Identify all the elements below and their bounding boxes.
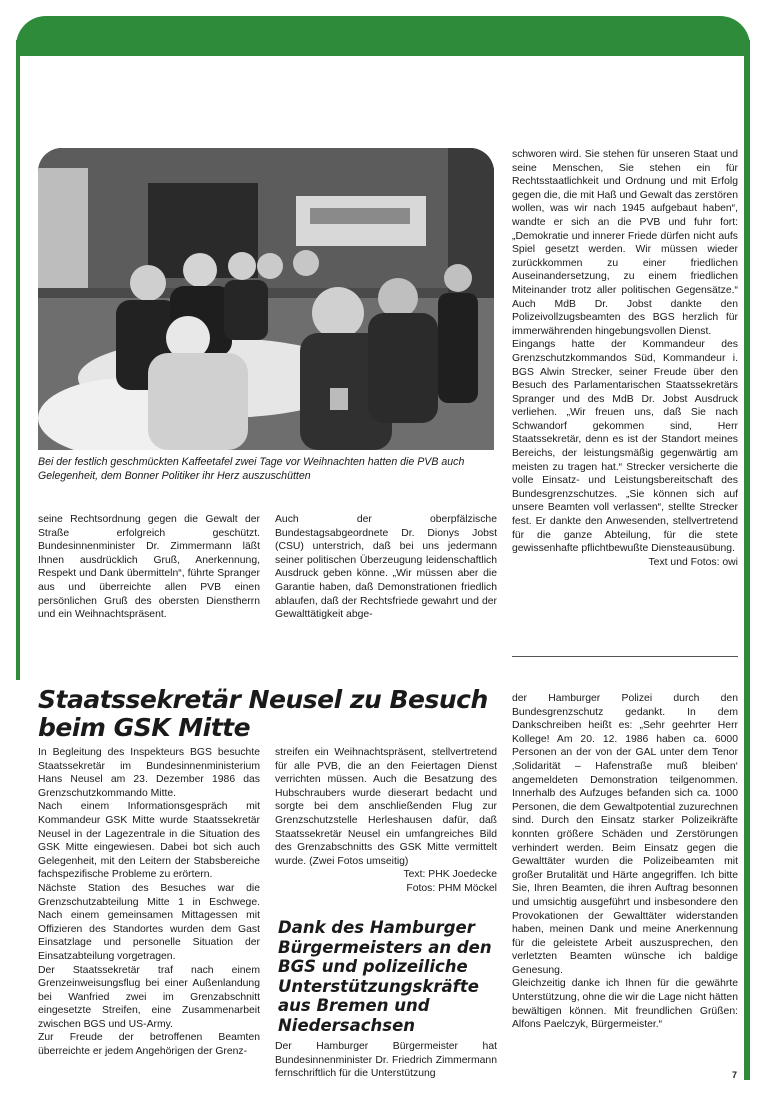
photo-coffee-table <box>38 148 494 450</box>
article3-column-3 <box>512 692 738 1032</box>
green-header-bar <box>16 16 750 56</box>
article-divider <box>512 656 738 657</box>
photo-scene <box>38 148 494 450</box>
article1-column-2 <box>275 513 497 622</box>
article2-col1-paragraph-1: In Begleitung des Inspekteurs BGS besuchte Staatssekretär im Bundesinnenministerium Hans Neusel am 23. Dezember 1986 das Grenzschutzkommando Mitte. <box>38 747 260 799</box>
photo-caption: Bei der festlich geschmückten Kaffeetafel zwei Tage vor Weihnachten hatten die PVB auch Gelegenheit, dem Bonner Politiker ihr Herz auszuschütten <box>38 456 465 482</box>
article3-col2-text: Der Hamburger Bürgermeister hat Bundesinnenminister Dr. Friedrich Zimmermann fernschriftlich für die Unterstützung <box>275 1041 497 1080</box>
article1-col3-paragraph-1: schworen wird. Sie stehen für unseren Staat und seine Menschen, Sie stehen ein für Rechtsstaatlichkeit und Ordnung und mit Erfolg gegen die, die mit Haß und Gewalt das zerstören wollen, was wir nach 1945 aufgebaut haben“, wandte er sich an die PVB und fuhr fort: „Demokratie und innerer Friede dürfen nicht aufs Spiel gesetzt werden. Wir müssen wieder zurückkommen zu einer friedlichen Auseinandersetzung, zu einem friedlichen Miteinander trotz aller politischen Gegensätze.“ Auch MdB Dr. Jobst dankte den Polizeivollzugsbeamten des BGS herzlich für immerwährenden hingebungsvollen Dienst. <box>512 149 738 337</box>
article1-column-1 <box>38 513 260 622</box>
article3-column-2 <box>275 1040 497 1081</box>
article2-col2-text: streifen ein Weihnachtspräsent, stellvertretend für alle PVB, die an den Feiertagen Dienst verrichten müssen. Auch die Besatzung des Hubschraubers wurde dieserart bedacht und sorgte bei dem anschließenden Flug zur Grenzschutzstelle Herleshausen dafür, daß Staatssekretär Neusel ein umfangreiches Bild des Grenzabschnitts des GSK Mitte vermittelt wurde. (Zwei Fotos umseitig) <box>275 747 497 867</box>
article3-col3-paragraph-1: der Hamburger Polizei durch den Bundesgrenzschutz gedankt. In dem Dankschreiben heißt es: „Sehr geehrter Herr Kollege! Am 20. 12. 1986 haben ca. 6000 Personen an der von der GAL unter dem Tenor ‚Solidarität – Hafenstraße muß bleiben‘ angemeldeten Demonstration teilgenommen. Innerhalb des Aufzuges befanden sich ca. 1000 Personen, die dem Gewaltpotential zuzurechnen sind. Durch den Einsatz starker Polizeikräfte konnten größere Schäden und Zerstörungen verhindert werden. Beim Einsatz gegen die Gewalttäter wurden die Polizeibeamten mit großer Brutalität und Härte angegriffen. Ich bitte Sie, Ihren Beamten, die ihren Auftrag besonnen und umsichtig ausgeführt und insbesondere den Provokationen der Gewalttäter widerstanden haben, meinen Dank und meine Anerkennung für die geleistete Arbeit auszusprechen, den verletzten Beamten wünsche ich baldige Genesung. <box>512 693 738 976</box>
article3-headline: Dank des Hamburger Bürgermeisters an den BGS und polizeiliche Unterstützungskräfte aus Bremen und Niedersachsen <box>278 918 492 1035</box>
article2-column-1 <box>38 746 260 1059</box>
article2-col1-paragraph-5: Zur Freude der betroffenen Beamten überreichte er jedem Angehörigen der Grenz- <box>38 1032 260 1058</box>
article1-credit: Text und Fotos: owi <box>648 556 738 568</box>
article2-column-2 <box>275 746 497 896</box>
article2-col1-paragraph-2: Nach einem Informationsgespräch mit Kommandeur GSK Mitte wurde Staatssekretär Neusel in der Lagezentrale in die Situation des GSK Mitte eingewiesen. Dabei bot sich auch Gelegenheit, mit den Leitern der Stabsbereiche fachspezifische Probleme zu erörtern. <box>38 801 260 881</box>
article2-headline-line-2: beim GSK Mitte <box>38 713 251 742</box>
article2-headline <box>38 686 508 742</box>
page-number: 7 <box>732 1070 738 1080</box>
article2-credit-text: Text: PHK Joedecke <box>403 869 497 881</box>
green-right-rail <box>744 40 750 1080</box>
article2-headline-line-1: Staatssekretär Neusel zu Besuch <box>38 685 488 714</box>
article2-credit-photos: Fotos: PHM Möckel <box>406 882 497 894</box>
article1-col3-paragraph-2: Eingangs hatte der Kommandeur des Grenzschutzkommandos Süd, Kommandeur i. BGS Alwin Strecker, seiner Freude über den Besuch des Parlamentarischen Staatssekretärs Spranger und des MdB Dr. Jobst Ausdruck verliehen. „Wir freuen uns, daß Sie nach Schwandorf gekommen sind, Herr Staatssekretär, denn es ist der Standort meines Bereichs, der leistungsmäßig gegenwärtig am meisten zu tragen hat.“ Strecker versicherte die volle Einsatz- und Leistungsbereitschaft des Bundesgrenzschutzes. „Sie können sich auf unsere Beamten voll verlassen“, stellte Strecker fest. Er dankte den Anwesenden, stellvertretend für die ganze Abteilung, für die stete gewissenhafte pflichtbewußte Diensteausübung. <box>512 339 738 555</box>
article1-col1-text: seine Rechtsordnung gegen die Gewalt der Straße erfolgreich geschützt. Bundesinnenminister Dr. Zimmermann läßt Ihnen ausdrücklich Gruß, Anerkennung, Respekt und Dank übermitteln“, führte Spranger aus und überreichte allen PVB einen persönlichen Gruß des obersten Dienstherrn und ein Weihnachtspräsent. <box>38 514 260 621</box>
article2-col1-paragraph-3: Nächste Station des Besuches war die Grenzschutzabteilung Mitte 1 in Eschwege. Nach einem gemeinsamen Mittagessen mit Offizieren des Standortes wurden dem Gast Einsatzlage und personelle Situation der Einsatzabteilung vorgetragen. <box>38 882 260 962</box>
article1-col2-text: Auch der oberpfälzische Bundestagsabgeordnete Dr. Dionys Jobst (CSU) unterstrich, daß bei uns jedermann seiner politischen Überzeugung leidenschaftlich Ausdruck geben könne. „Wir müssen aber die Garantie haben, daß Demonstrationen friedlich ablaufen, daß der Rechtsfriede gewahrt und der Gewalttätigkeit abge- <box>275 514 497 621</box>
article2-col1-paragraph-4: Der Staatssekretär traf nach einem Grenzeinweisungsflug bei einer Außenlandung bei Wanfried zwei im Grenzabschnitt eingesetzte Streifen, eine Zusammenarbeit zwischen BGS und US-Army. <box>38 964 260 1030</box>
article3-col3-paragraph-2: Gleichzeitig danke ich Ihnen für die gewährte Unterstützung, ohne die wir die Lage nicht hätten bewältigen können. Mit freundlichen Grüßen: Alfons Paelczyk, Bürgermeister.“ <box>512 978 738 1031</box>
green-left-rail <box>16 40 20 680</box>
article1-column-3 <box>512 148 738 569</box>
